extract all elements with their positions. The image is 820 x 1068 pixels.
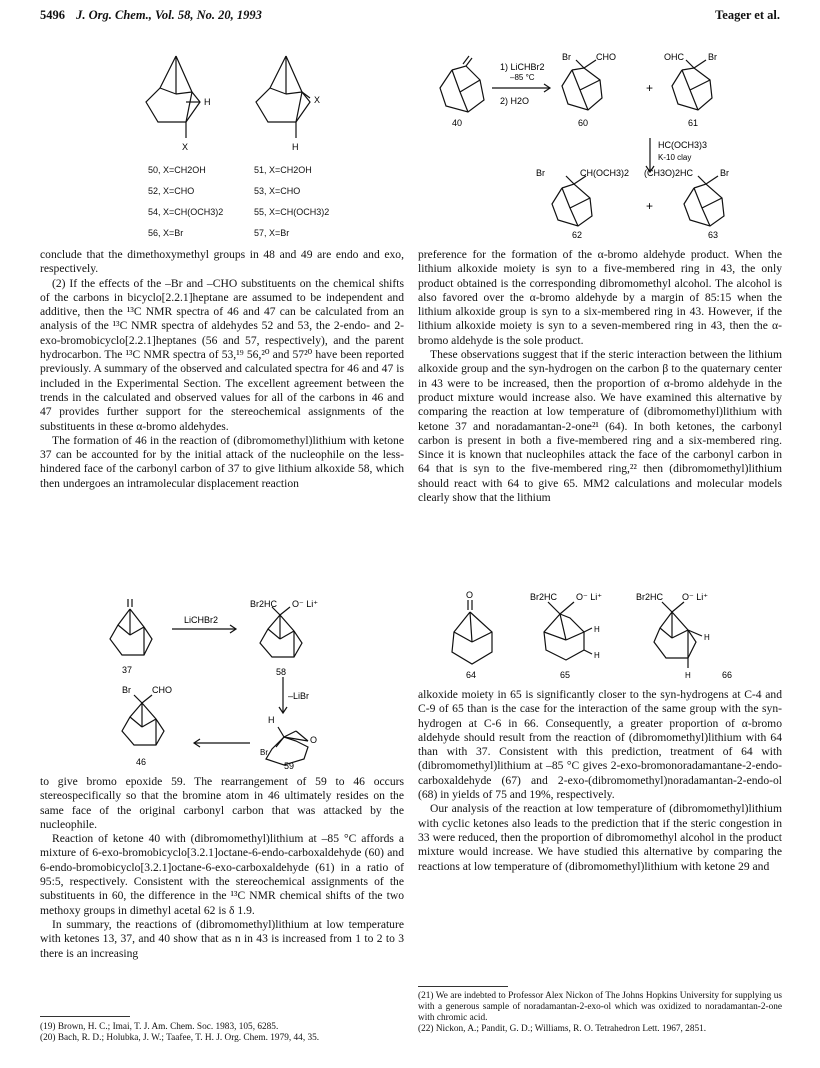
compound-number: 59 [284,761,295,770]
substituent-label: Br2HC [250,599,278,609]
compound-number: 61 [688,118,699,128]
atom-label: Br [720,168,729,178]
substituent-h: H [292,142,299,152]
reagent-label: 1) LiCHBr2 [500,62,545,72]
right-column-text-top [418,248,782,505]
paragraph: Reaction of ketone 40 with (dibromomethyl)lithium at –85 °C affords a mixture of 6-exo-bromobicyclo[3.2.1]octane-6-endo-carboxaldehyde (60) and 6-endo-bromobicyclo[3.2.1]octane-6-exo-carboxaldehyde (61) in a ratio of 95:5, respectively. Consistent with the stereochemical assignments of the substituents in 60, the difference in the ¹³C NMR chemical shifts of the two methoxy groups in dimethyl acetal 62 is δ 1.9. [40,832,404,917]
compound-label: 52, X=CHO [148,186,195,196]
compound-number: 46 [136,757,147,767]
journal-citation: J. Org. Chem., Vol. 58, No. 20, 1993 [76,8,262,22]
reagent-label: K-10 clay [658,153,692,162]
reagent-label: HC(OCH3)3 [658,140,708,150]
substituent-label: O⁻ Li⁺ [682,592,709,602]
reagent-label: –85 °C [510,73,535,82]
compound-label-list-left [148,160,223,244]
compound-number: 63 [708,230,719,238]
substituent-label: (CH3O)2HC [644,168,694,178]
paragraph: (2) If the effects of the –Br and –CHO substituents on the chemical shifts of the carbons in bicyclo[2.2.1]heptane are assumed to be independent and additive, then the ¹³C NMR spectra of 46 and 47 can be calculated from an analysis of the ¹³C NMR spectra of aldehydes 52 and 53, the 2-endo- and 2-exo-bromobicyclo[2.2.1]heptanes (56 and 57, respectively), and the parent hydrocarbon. The ¹³C NMR spectra of 53,¹⁹ 56,²⁰ and 57²⁰ have been reported previously. A summary of the observed and calculated spectra for 46 and 47 is included in the Experimental Section. The excellent agreement between the trends in the calculated and observed values for all of the carbons in 46 and 47 provides further support for the stereochemical assignments of the substituents in these α-bromo aldehydes. [40,276,404,433]
compound-number: 65 [560,670,571,680]
compound-label: 57, X=Br [254,228,290,238]
paragraph: to give bromo epoxide 59. The rearrangement of 59 to 46 occurs stereospecifically so that the bromine atom in 46 ultimately resides on the same face of the original carbonyl carbon that was attacked by the nucleophile. [40,775,404,831]
running-header [40,8,262,23]
atom-label: H [704,633,710,642]
footnote: (22) Nickon, A.; Pandit, G. D.; Williams, R. O. Tetrahedron Lett. 1967, 2851. [418,1024,707,1034]
substituent-h: H [204,97,211,107]
footnote-rule [40,1016,130,1017]
plus-sign: + [646,81,654,95]
substituent-x: X [182,142,189,152]
compound-number: 62 [572,230,583,238]
atom-label: Br [708,52,717,62]
substituent-label: Br2HC [636,592,664,602]
compound-label: 55, X=CH(OCH3)2 [254,207,330,217]
paragraph: Our analysis of the reaction at low temperature of (dibromomethyl)lithium with cyclic ketones also leads to the prediction that if the steric congestion in 33 were reduced, then the proportion of dibromomethyl alcohol in the product mixture would increase. We have studied this alternative by comparing the reactions at low temperature of (dibromomethyl)lithium with ketone 29 and [418,802,782,873]
scheme-ketone-40-reaction [432,48,782,238]
footnote-rule [418,986,508,987]
footnotes-right [418,991,782,1035]
right-column-text-bottom [418,688,782,874]
atom-label: H [594,651,600,660]
compound-label: 51, X=CH2OH [254,165,312,175]
substituent-label: Br2HC [530,592,558,602]
atom-label: Br [260,748,268,757]
plus-sign: + [646,199,654,213]
scheme-norbornane-structures [130,46,360,156]
atom-label: H [594,625,600,634]
substituent-label: OHC [664,52,684,62]
substituent-label: CHO [596,52,616,62]
compound-label: 54, X=CH(OCH3)2 [148,207,224,217]
atom-label: H [685,671,691,680]
compound-label: 56, X=Br [148,228,184,238]
compound-number: 40 [452,118,463,128]
atom-label: O [310,735,318,745]
left-column-text-bottom [40,775,404,961]
paragraph: The formation of 46 in the reaction of (dibromomethyl)lithium with ketone 37 can be accounted for by the initial attack of the nucleophile on the less-hindered face of the carbonyl carbon of 37 to give lithium alkoxide 58, which then undergoes an intramolecular displacement reaction [40,433,404,490]
atom-label: H [268,715,275,725]
footnotes-left [40,1022,404,1044]
paragraph: These observations suggest that if the steric interaction between the lithium alkoxide group and the syn-hydrogen on the carbon β to the quaternary center in 43 were to be increased, then the proportion of α-bromo aldehyde in the product mixture would increase also. We have examined this alternative by comparing the reaction at low temperature of (dibromomethyl)lithium with ketone 37 and noradamantan-2-one²¹ (64). In both ketones, the carbonyl carbon is present in both a five-membered ring and a six-membered ring. Since it is known that nucleophiles attack the face of the carbonyl carbon in 64 that is syn to the five-membered ring,²² then (dibromomethyl)lithium should react with 64 to give 65. MM2 calculations and molecular models clearly show that the lithium [418,348,782,505]
reagent-label: 2) H2O [500,96,530,106]
atom-label: Br [122,685,131,695]
compound-label: 53, X=CHO [254,186,301,196]
compound-label-list-right [254,160,329,244]
paragraph: In summary, the reactions of (dibromomethyl)lithium at low temperature with ketones 13, 37, and 40 show that as n in 43 is increased from 1 to 2 to 3 there is an increasing [40,917,404,960]
running-authors: Teager et al. [715,8,780,22]
substituent-label: CHO [152,685,172,695]
compound-number: 60 [578,118,589,128]
paragraph: preference for the formation of the α-bromo aldehyde product. When the lithium alkoxide moiety is syn to a five-membered ring in 43, the only product obtained is the corresponding dibromomethyl alcohol. The alcohol is also favored over the α-bromo aldehyde by a margin of 85:15 when the lithium alkoxide group is syn to a six-membered ring in 43. However, if the lithium alkoxide moiety is syn to a seven-membered ring in 43, then the α-bromo aldehyde is the sole product. [418,248,782,347]
atom-label: O [466,590,474,600]
footnote: (20) Bach, R. D.; Holubka, J. W.; Taafee, T. H. J. Org. Chem. 1979, 44, 35. [40,1033,320,1043]
compound-number: 58 [276,667,287,677]
paragraph: alkoxide moiety in 65 is significantly closer to the syn-hydrogens at C-4 and C-9 of 65 than is the case for the interaction of the same group with the syn-hydrogen at C-6 in 66. Consequently, a greater proportion of α-bromo aldehyde should result from the reaction of (dibromomethyl)lithium with 64 than with 37. Consistent with this prediction, treatment of 64 with (dibromomethyl)lithium at –85 °C gives 2-exo-bromonoradamantane-2-endo-carboxaldehyde (67) and 2-exo-(dibromomethyl)noradamantan-2-endo-ol (68) in yields of 75 and 19%, respectively. [418,688,782,802]
compound-label: 50, X=CH2OH [148,165,206,175]
left-column-text-top [40,248,404,491]
reagent-label: LiCHBr2 [184,615,219,625]
compound-number: 66 [722,670,733,680]
compound-number: 37 [122,665,133,675]
footnote: (21) We are indebted to Professor Alex Nickon of The Johns Hopkins University for supplying us with a generous sample of noradamantan-2-exo-ol which was oxidized to noradamantan-2-one with chromic acid. [418,991,782,1023]
substituent-x: X [314,95,321,105]
paragraph: conclude that the dimethoxymethyl groups in 48 and 49 are endo and exo, respectively. [40,248,404,276]
page-number: 5496 [40,8,65,22]
substituent-label: CH(OCH3)2 [580,168,630,178]
substituent-label: O⁻ Li⁺ [576,592,603,602]
compound-number: 64 [466,670,477,680]
reagent-label: –LiBr [288,691,310,701]
atom-label: Br [562,52,571,62]
scheme-noradamantanone-structures [440,588,770,680]
atom-label: Br [536,168,545,178]
scheme-ketone-37-rearrangement [100,595,360,770]
footnote: (19) Brown, H. C.; Imai, T. J. Am. Chem. Soc. 1983, 105, 6285. [40,1022,279,1032]
substituent-label: O⁻ Li⁺ [292,599,319,609]
